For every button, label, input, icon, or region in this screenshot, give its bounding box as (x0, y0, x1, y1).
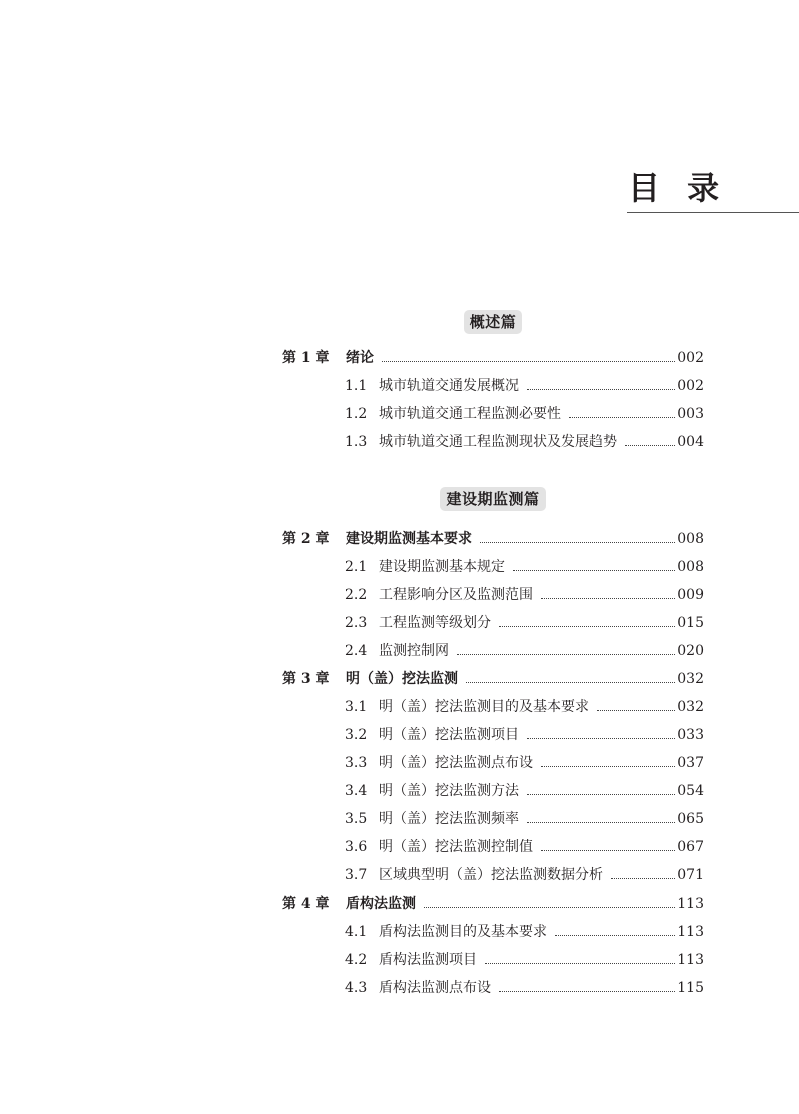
toc-page-number: 067 (677, 839, 704, 855)
toc-page-number: 113 (677, 924, 704, 940)
toc-chapter-entry[interactable] (282, 892, 704, 914)
toc-section-entry[interactable] (282, 611, 704, 633)
toc-entry-title: 盾构法监测目的及基本要求 (379, 924, 547, 940)
toc-page-number: 032 (677, 671, 704, 687)
toc-leader-dots (569, 417, 675, 418)
toc-entry-number: 2.1 (345, 559, 368, 575)
toc-page-number: 008 (677, 531, 704, 547)
toc-entry-number: 第 1 章 (282, 350, 330, 366)
toc-page-number: 003 (677, 406, 704, 422)
toc-entry-title: 明（盖）挖法监测控制值 (379, 839, 533, 855)
toc-entry-title: 城市轨道交通工程监测现状及发展趋势 (379, 434, 617, 450)
toc-leader-dots (480, 542, 675, 543)
toc-entry-number: 4.1 (345, 924, 368, 940)
toc-entry-number: 3.6 (345, 839, 368, 855)
toc-page-number: 113 (677, 896, 704, 912)
toc-page-number: 113 (677, 952, 704, 968)
page-title: 目 录 (628, 169, 728, 207)
toc-entry-title: 工程影响分区及监测范围 (379, 587, 533, 603)
toc-entry-title: 城市轨道交通发展概况 (379, 378, 519, 394)
toc-section-entry[interactable] (282, 779, 704, 801)
toc-entry-number: 1.2 (345, 406, 368, 422)
toc-page-number: 020 (677, 643, 704, 659)
toc-section-entry[interactable] (282, 583, 704, 605)
toc-page-number: 002 (677, 378, 704, 394)
toc-entry-number: 4.2 (345, 952, 368, 968)
toc-chapter-entry[interactable] (282, 527, 704, 549)
toc-entry-number: 2.3 (345, 615, 368, 631)
toc-leader-dots (541, 598, 675, 599)
toc-entry-title: 明（盖）挖法监测频率 (379, 811, 519, 827)
toc-page-number: 008 (677, 559, 704, 575)
toc-entry-title: 明（盖）挖法监测方法 (379, 783, 519, 799)
toc-page-number: 037 (677, 755, 704, 771)
toc-leader-dots (424, 907, 675, 908)
toc-leader-dots (541, 766, 675, 767)
toc-entry-title: 建设期监测基本规定 (379, 559, 505, 575)
toc-entry-number: 3.5 (345, 811, 368, 827)
toc-chapter-entry[interactable] (282, 667, 704, 689)
toc-entry-number: 3.4 (345, 783, 368, 799)
toc-section-entry[interactable] (282, 402, 704, 424)
part-label: 建设期监测篇 (440, 487, 545, 511)
toc-entry-title: 盾构法监测项目 (379, 952, 477, 968)
toc-leader-dots (597, 710, 675, 711)
toc-page-number: 002 (677, 350, 704, 366)
toc-leader-dots (466, 682, 675, 683)
toc-entry-number: 4.3 (345, 980, 368, 996)
toc-entry-number: 3.2 (345, 727, 368, 743)
toc-entry-title: 工程监测等级划分 (379, 615, 491, 631)
part-header (282, 487, 704, 511)
toc-section-entry[interactable] (282, 863, 704, 885)
toc-leader-dots (611, 878, 675, 879)
toc-entry-title: 建设期监测基本要求 (346, 531, 472, 547)
toc-entry-number: 2.4 (345, 643, 368, 659)
toc-page-number: 071 (677, 867, 704, 883)
toc-leader-dots (382, 361, 675, 362)
toc-entry-title: 盾构法监测 (346, 896, 416, 912)
toc-section-entry[interactable] (282, 948, 704, 970)
toc-section-entry[interactable] (282, 751, 704, 773)
toc-page-number: 032 (677, 699, 704, 715)
toc-entry-number: 第 4 章 (282, 896, 330, 912)
toc-section-entry[interactable] (282, 555, 704, 577)
toc-page-number: 004 (677, 434, 704, 450)
toc-section-entry[interactable] (282, 639, 704, 661)
toc-entry-title: 明（盖）挖法监测点布设 (379, 755, 533, 771)
toc-section-entry[interactable] (282, 807, 704, 829)
toc-leader-dots (527, 389, 675, 390)
part-label: 概述篇 (464, 310, 523, 334)
toc-leader-dots (499, 991, 675, 992)
toc-entry-title: 明（盖）挖法监测目的及基本要求 (379, 699, 589, 715)
toc-section-entry[interactable] (282, 374, 704, 396)
toc-entry-title: 城市轨道交通工程监测必要性 (379, 406, 561, 422)
toc-entry-number: 3.7 (345, 867, 368, 883)
toc-entry-number: 第 2 章 (282, 531, 330, 547)
toc-page-number: 115 (677, 980, 704, 996)
toc-entry-number: 第 3 章 (282, 671, 330, 687)
toc-entry-number: 3.1 (345, 699, 368, 715)
toc-section-entry[interactable] (282, 976, 704, 998)
toc-entry-title: 盾构法监测点布设 (379, 980, 491, 996)
toc-section-entry[interactable] (282, 920, 704, 942)
toc-leader-dots (485, 963, 675, 964)
toc-leader-dots (499, 626, 675, 627)
toc-page-number: 015 (677, 615, 704, 631)
toc-leader-dots (457, 654, 675, 655)
toc-page-number: 033 (677, 727, 704, 743)
toc-leader-dots (555, 935, 675, 936)
toc-entry-title: 明（盖）挖法监测 (346, 671, 458, 687)
toc-entry-number: 1.3 (345, 434, 368, 450)
title-underline (627, 212, 799, 213)
toc-entry-title: 区域典型明（盖）挖法监测数据分析 (379, 867, 603, 883)
toc-leader-dots (527, 738, 675, 739)
part-header (282, 310, 704, 334)
toc-entry-title: 监测控制网 (379, 643, 449, 659)
toc-entry-title: 绪论 (346, 350, 374, 366)
toc-page-number: 065 (677, 811, 704, 827)
toc-leader-dots (527, 822, 675, 823)
toc-leader-dots (625, 445, 675, 446)
toc-entry-number: 3.3 (345, 755, 368, 771)
toc-entry-number: 2.2 (345, 587, 368, 603)
toc-page-number: 054 (677, 783, 704, 799)
toc-entry-number: 1.1 (345, 378, 368, 394)
toc-page-number: 009 (677, 587, 704, 603)
toc-section-entry[interactable] (282, 835, 704, 857)
toc-section-entry[interactable] (282, 723, 704, 745)
toc-section-entry[interactable] (282, 695, 704, 717)
toc-leader-dots (527, 794, 675, 795)
toc-entry-title: 明（盖）挖法监测项目 (379, 727, 519, 743)
toc-section-entry[interactable] (282, 430, 704, 452)
toc-leader-dots (513, 570, 675, 571)
toc-leader-dots (541, 850, 675, 851)
toc-chapter-entry[interactable] (282, 346, 704, 368)
